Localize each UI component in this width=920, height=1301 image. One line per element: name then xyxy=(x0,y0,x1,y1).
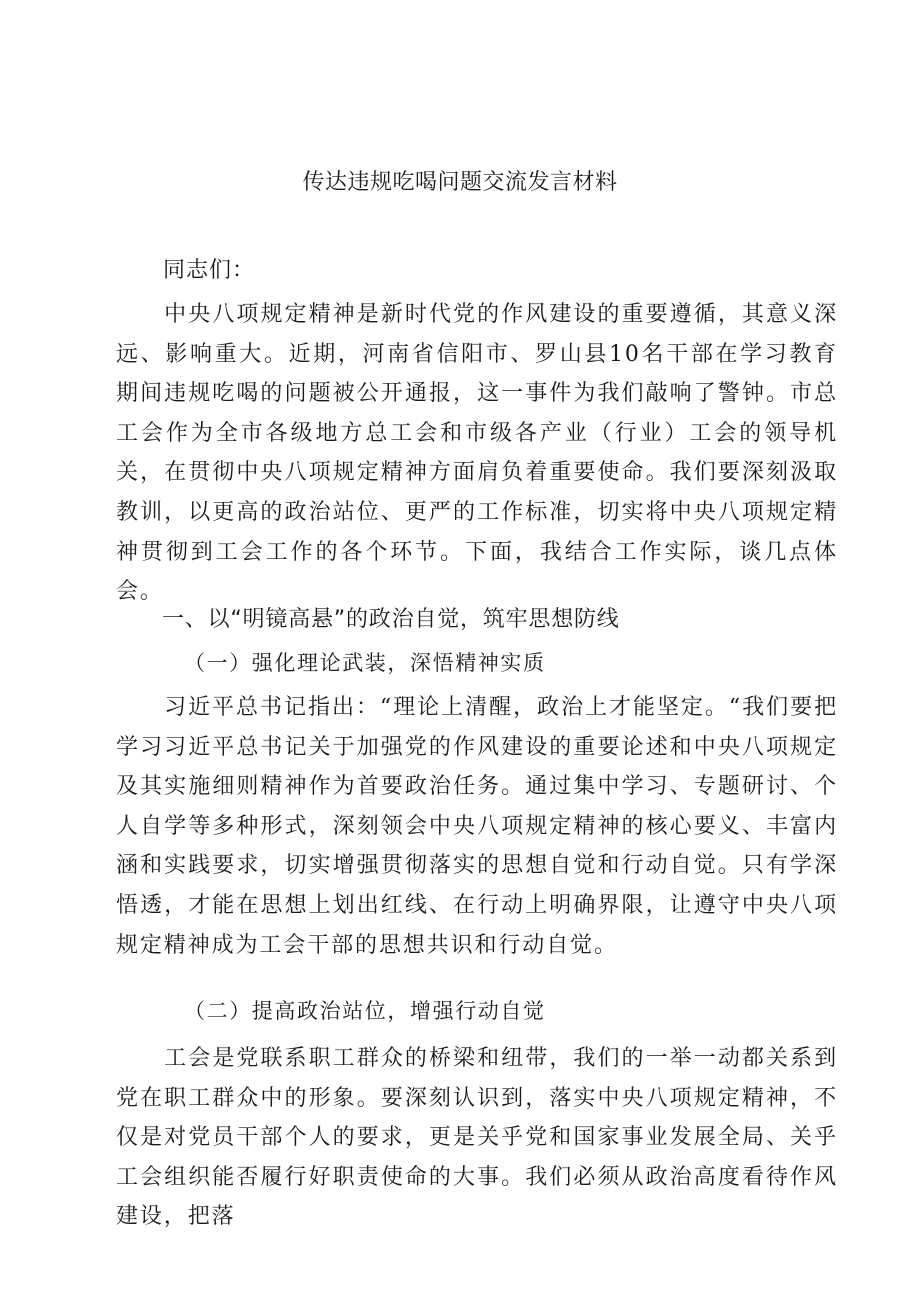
document-title: 传达违规吃喝问题交流发言材料 xyxy=(302,170,618,195)
section-heading-1: 一、以“明镜高悬”的政治自觉，筑牢思想防线 xyxy=(162,607,620,632)
greeting: 同志们： xyxy=(163,258,256,283)
subsection-heading-2: （二）提高政治站位，增强行动自觉 xyxy=(184,999,546,1023)
paragraph-text: 习近平总书记指出：“理论上清醒，政治上才能坚定。“我们要把学习习近平总书记关于加强党的作风建设的重要论述和中央八项规定及其实施细则精神作为首要政治任务。通过集中学习、专题研讨、个人自学等多种形式，深刻领会中央八项规定精神的核心要义、丰富内涵和实践要求，切实增强贯彻落实的思想自觉和行动自觉。只有学深悟透，才能在思想上划出红线、在行动上明确界限，让遵守中央八项规定精神成为工会干部的思想共识和行动自觉。 xyxy=(116,695,838,958)
subsection-heading-1: （一）强化理论武装，深悟精神实质 xyxy=(184,651,546,675)
paragraph-intro xyxy=(116,295,838,612)
paragraph-theory xyxy=(116,688,838,965)
paragraph-union xyxy=(116,1039,838,1237)
paragraph-text: 中央八项规定精神是新时代党的作风建设的重要遵循，其意义深远、影响重大。近期，河南省信阳市、罗山县10名干部在学习教育期间违规吃喝的问题被公开通报，这一事件为我们敲响了警钟。市总工会作为全市各级地方总工会和市级各产业（行业）工会的领导机关，在贯彻中央八项规定精神方面肩负着重要使命。我们要深刻汲取教训，以更高的政治站位、更严的工作标准，切实将中央八项规定精神贯彻到工会工作的各个环节。下面，我结合工作实际，谈几点体会。 xyxy=(116,302,838,605)
paragraph-text: 工会是党联系职工群众的桥梁和纽带，我们的一举一动都关系到党在职工群众中的形象。要深刻认识到，落实中央八项规定精神，不仅是对党员干部个人的要求，更是关乎党和国家事业发展全局、关乎工会组织能否履行好职责使命的大事。我们必须从政治高度看待作风建设，把落 xyxy=(116,1046,838,1230)
